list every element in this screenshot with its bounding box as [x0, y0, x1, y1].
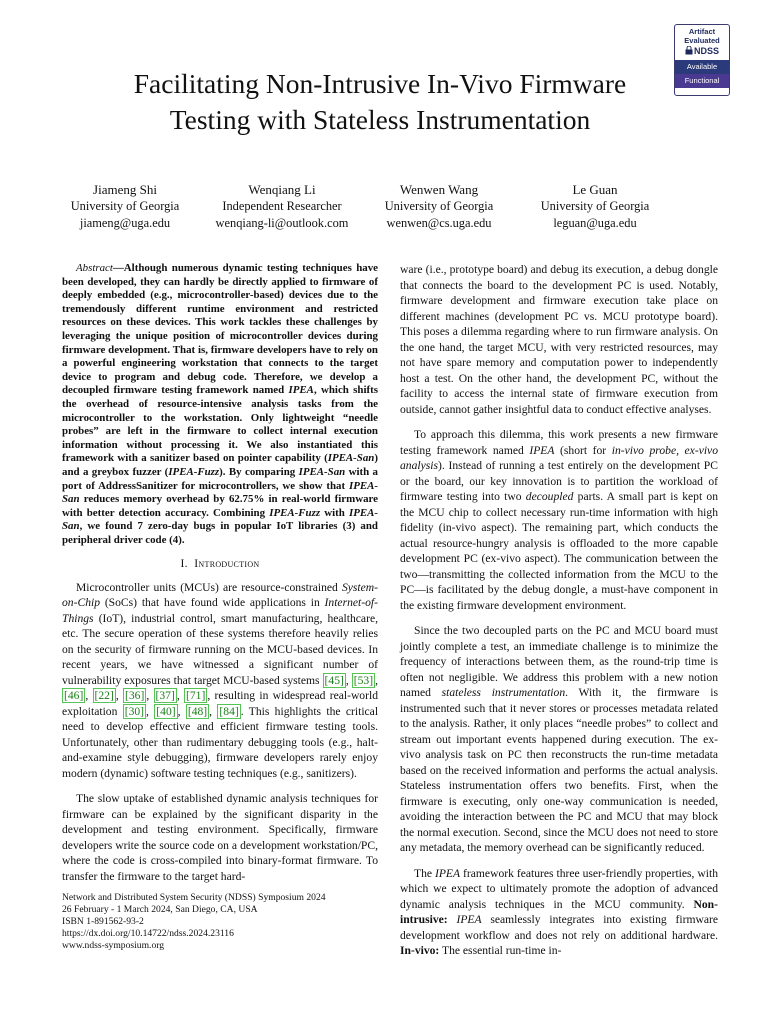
- author-name: Jiameng Shi: [93, 182, 157, 197]
- author-affiliation: University of Georgia: [384, 199, 494, 213]
- abstract-text: with: [320, 506, 349, 519]
- ipea-term: IPEA: [529, 443, 555, 457]
- term: System-on-Chip: [62, 580, 378, 610]
- author-name: Wenqiang Li: [248, 182, 316, 197]
- ipea-san-term: IPEA-San: [62, 506, 378, 533]
- author-email: leguan@uga.edu: [553, 216, 637, 230]
- section-heading-introduction: [62, 556, 378, 572]
- term: in-vivo probe, ex-vivo analysis: [400, 443, 719, 472]
- badge-org-label: NDSS: [693, 46, 719, 56]
- badge-available: Available: [675, 60, 729, 74]
- author-affiliation: University of Georgia: [70, 199, 180, 213]
- text: Since the two decoupled parts on the PC and MCU board must jointly complete a test, an immediate challenge is to minimize the frequency of interactions between them, as the round-trip time is often not negligible. We address this problem with a new notion named: [400, 624, 718, 699]
- author-affiliation: Independent Researcher: [222, 199, 342, 213]
- ipea-fuzz-term: IPEA-Fuzz: [168, 465, 220, 478]
- ndss-logo-icon: [685, 46, 693, 55]
- text: The essential run-time in-: [439, 944, 562, 957]
- text: Microcontroller units (MCUs) are resource-constrained: [76, 580, 342, 594]
- text: To approach this dilemma, this work presents a new firmware testing framework named: [400, 428, 718, 457]
- text: , resulting in widespread real-world exploitation: [62, 689, 378, 718]
- author-3: [354, 181, 524, 232]
- text: . With it, the firmware is instrumented such that it never stores or processes metadata related to the analysis. Rather, it only places “needle probes” to collect and stream out important events happened during execution. The ex-vivo analysis task on PC then reconstructs the run-time metadata based on the received information and performs the actual analysis. Stateless instrumentation offers two benefits. First, when the firmware is executing, only one-way communication is needed, avoiding the interaction between the PC and MCU that may block the normal execution. Second, since the MCU does not need to store any metadata, the memory overhead can be significantly reduced.: [400, 686, 718, 854]
- section-number: I.: [180, 557, 188, 571]
- text: seamlessly integrates into existing firmware development workflow and does not rely on additional hardware.: [400, 913, 718, 942]
- ipea-san-term: IPEA-San: [62, 479, 378, 506]
- section-title: Introduction: [194, 557, 260, 571]
- right-paragraph-4: [400, 866, 718, 959]
- footer-line: ISBN 1-891562-93-2: [62, 916, 144, 927]
- citation-link[interactable]: [36]: [125, 689, 145, 703]
- ipea-term: IPEA: [288, 384, 314, 397]
- right-paragraph-2: [400, 427, 718, 613]
- ipea-fuzz-term: IPEA-Fuzz: [269, 506, 321, 519]
- badge-line-1: Artifact: [688, 27, 716, 36]
- footer-website-link[interactable]: www.ndss-symposium.org: [62, 940, 165, 951]
- citation-link[interactable]: [71]: [186, 689, 206, 703]
- abstract-text: with a port of AddressSanitizer for microcontrollers, we show that: [62, 465, 378, 492]
- ipea-term: IPEA: [434, 866, 461, 880]
- conference-footer: [62, 892, 378, 952]
- footer-doi-link[interactable]: https://dx.doi.org/10.14722/ndss.2024.23116: [62, 928, 234, 939]
- author-name: Le Guan: [572, 182, 618, 197]
- author-2: [197, 181, 367, 232]
- author-email: jiameng@uga.edu: [79, 216, 171, 230]
- intro-paragraph-1: Microcontroller units (MCUs) are resource-constrained System-on-Chip (SoCs) that have found wide applications in Internet-of-Things (IoT), industrial control, smart manufacturing, healthcare, etc. The secure operation of these systems therefore heavily relies on the security of firmware running on the MCU-based devices. In recent years, we have witnessed a significant number of vulnerability exposures that target MCU-based systems [45] , [53] , [46] , [22] , [36] , [37] , [71] , resulting in widespread real-world exploitation [30] , [40] , [48] , [84] . This highlights the critical need to develop effective and efficient firmware testing tools. Unfortunately, other than rudimentary debugging tools (e.g., halt-and-examine style debugging), firmware developers rarely enjoy modern (dynamic) software testing techniques (e.g., sanitizers).: [62, 580, 379, 780]
- citation-link[interactable]: [48]: [187, 704, 208, 718]
- term: decoupled: [525, 490, 574, 503]
- text: parts. A small part is kept on the MCU chip to collect necessary run-time information with high fidelity (in-vivo aspect). The remaining part, which conducts the actual resource-hungry analysis is offloaded to the more capable development PC (ex-vivo aspect). The communication between the two—transmitting the collected information from the MCU to the PC—is facilitated by the debug dongle, a must-have component in the existing firmware development environment.: [400, 490, 719, 612]
- left-column: [62, 262, 378, 884]
- citation-link[interactable]: [84]: [219, 704, 239, 718]
- title-line-2: Testing with Stateless Instrumentation: [169, 104, 591, 135]
- text: framework features three user-friendly properties, with which we expect to ultimately promote the adoption of advanced dynamic analysis techniques in the MCU community.: [400, 866, 718, 911]
- abstract-text: ) and a greybox fuzzer (: [62, 452, 378, 478]
- author-email: wenwen@cs.uga.edu: [386, 216, 492, 230]
- author-affiliation: University of Georgia: [540, 199, 650, 213]
- right-column: [400, 262, 718, 959]
- text: The: [414, 866, 435, 880]
- text: ). Instead of running a test entirely on the development PC or the board, our key innovation is to partition the workload of firmware testing into two: [400, 459, 718, 503]
- title-line-1: Facilitating Non-Intrusive In-Vivo Firmware: [133, 68, 627, 99]
- citation-link[interactable]: [46]: [64, 689, 84, 703]
- term: Internet-of-Things: [62, 596, 378, 625]
- badge-line-2: Evaluated: [684, 36, 720, 45]
- text: (IoT), industrial control, smart manufacturing, healthcare, etc. The secure operation of these systems therefore heavily relies on the security of firmware running on the MCU-based devices. In recent years, we have witnessed a significant number of vulnerability exposures that target MCU-based systems: [62, 611, 378, 687]
- citation-link[interactable]: [30]: [124, 704, 145, 718]
- author-name: Wenwen Wang: [399, 182, 479, 197]
- citation-link[interactable]: [22]: [94, 689, 114, 703]
- intro-paragraph-2: The slow uptake of established dynamic analysis techniques for firmware can be explained by the significant disparity in the development and testing environment. Specifically, firmware developers write the source code on a development workstation/PC, where the code is cross-compiled into binary-format firmware. To transfer the firmware to the target hard-: [62, 792, 378, 883]
- citation-link[interactable]: [37]: [155, 689, 175, 703]
- abstract-text: ). By comparing: [219, 465, 299, 478]
- abstract-text: —Although numerous dynamic testing techniques have been developed, they can hardly be directly applied to firmware of deeply embedded (e.g., microcontroller-based) devices due to the tremendously different runtime environment and restricted resources on these devices. This work tackles these challenges by leveraging the unique position of microcontroller devices during firmware development. That is, firmware developers have to rely on a powerful engineering workstation that connects to the target device to program and debug code. Therefore, we develop a decoupled firmware testing framework named: [62, 262, 378, 397]
- abstract-text: , which shifts the overhead of resource-intensive analysis tasks from the microcontroller to the workstation. Only lightweight “needle probes” are left in the firmware to collect internal execution information without processing it. We also instantiated this framework with a sanitizer based on pointer capability (: [62, 384, 378, 465]
- author-email: wenqiang-li@outlook.com: [215, 216, 349, 230]
- footer-line: 26 February - 1 March 2024, San Diego, CA, USA: [62, 904, 258, 915]
- ipea-san-term: IPEA-San: [298, 465, 346, 478]
- abstract-lead: Abstract: [76, 262, 113, 274]
- text: (short for: [554, 443, 612, 457]
- badge-org: [675, 46, 729, 56]
- citation-link[interactable]: [53]: [353, 673, 374, 687]
- right-paragraph-1: ware (i.e., prototype board) and debug its execution, a debug dongle that connects the board to the development PC is used. Notably, firmware development and firmware execution take place on different machines (development PC vs. MCU prototype board). This poses a dilemma regarding where to run firmware analysis. On the one hand, the target MCU, with very restricted resources, may not have spare memory and computation power to independently host a test. On the other hand, the development PC, without the facility to access the internal state of firmware execution from outside, cannot gather insightful data to conduct effective analyses.: [400, 263, 718, 416]
- ipea-term: IPEA: [456, 913, 482, 926]
- footer-line: Network and Distributed System Security (NDSS) Symposium 2024: [62, 892, 326, 903]
- paper-title: [60, 66, 700, 138]
- right-paragraph-3: [400, 623, 718, 856]
- abstract-text: reduces memory overhead by 62.75% in real-world firmware with better detection accuracy. Combining: [62, 493, 378, 519]
- abstract-text: , we found 7 zero-day bugs in popular IoT libraries (3) and peripheral driver code (4).: [62, 520, 378, 546]
- text: . This highlights the critical need to develop effective and efficient firmware testing tools. Unfortunately, other than rudimentary debugging tools (e.g., halt-and-examine style debugging), firmware developers rarely enjoy modern (dynamic) software testing techniques (e.g., sanitizers).: [62, 704, 379, 780]
- badge-functional: Functional: [675, 74, 729, 88]
- property-label: Non-intrusive:: [400, 897, 718, 926]
- property-label: In-vivo:: [400, 944, 440, 957]
- author-1: [40, 181, 210, 232]
- abstract: [62, 262, 378, 547]
- citation-link[interactable]: [45]: [324, 673, 344, 687]
- ipea-san-term: IPEA-San: [327, 452, 375, 465]
- citation-link[interactable]: [40]: [156, 704, 176, 718]
- text: (SoCs) that have found wide applications in: [100, 596, 325, 610]
- author-4: [510, 181, 680, 232]
- term: stateless instrumentation: [441, 686, 566, 699]
